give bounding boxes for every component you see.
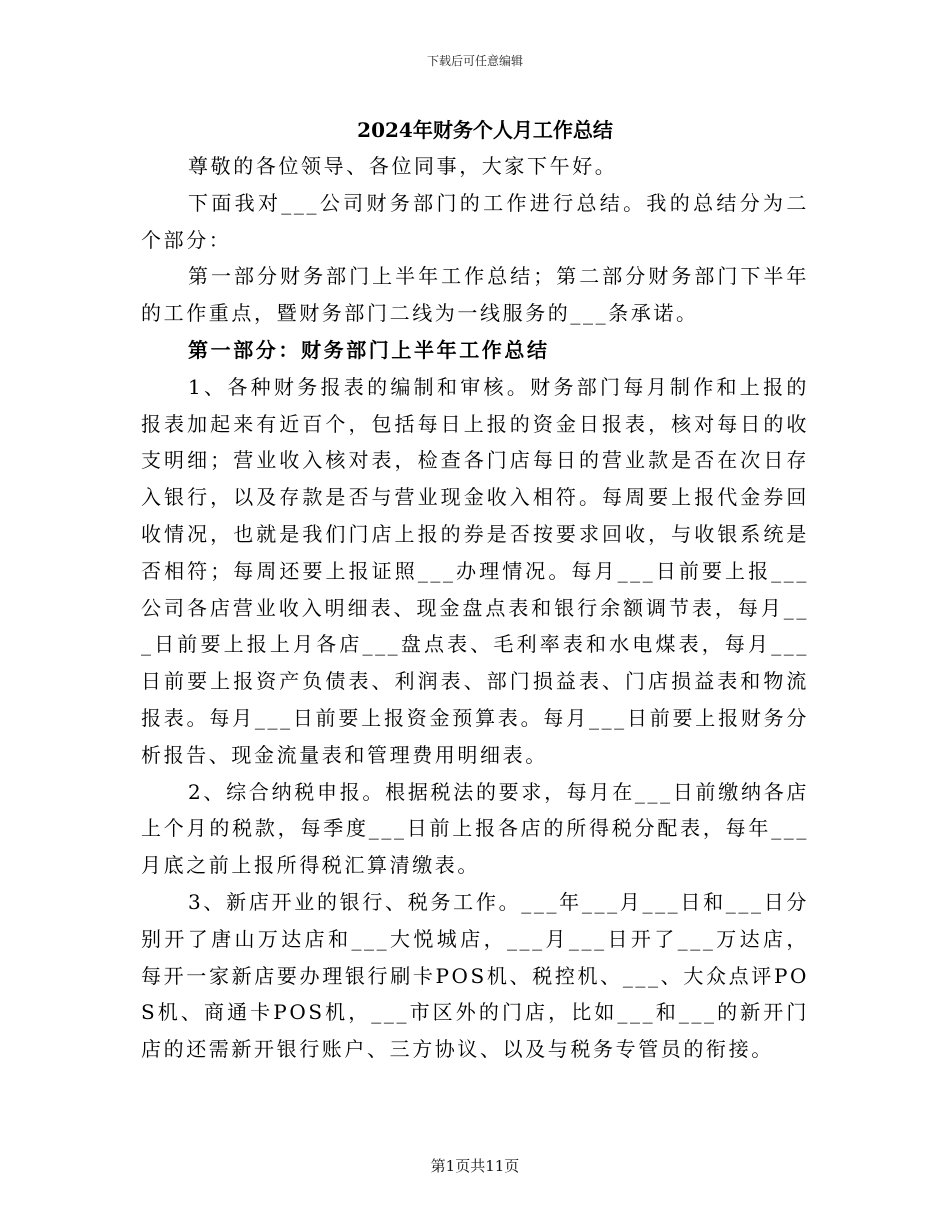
outline-paragraph: 第一部分财务部门上半年工作总结；第二部分财务部门下半年的工作重点，暨财务部门二线为一线服务的___条承诺。 [141, 264, 809, 326]
document-body [141, 112, 809, 1068]
item-3-paragraph: 3、新店开业的银行、税务工作。___年___月___日和___日分别开了唐山万达店和___大悦城店，___月___日开了___万达店，每开一家新店要办理银行刷卡POS机、税控机、___、大众点评POS机、商通卡POS机，___市区外的门店，比如___和___的新开门店的还需新开银行账户、三方协议、以及与税务专管员的衔接。 [141, 889, 809, 1062]
page-footer: 第1页共11页 [430, 1157, 520, 1175]
item-2-paragraph: 2、综合纳税申报。根据税法的要求，每月在___日前缴纳各店上个月的税款，每季度___日前上报各店的所得税分配表，每年___月底之前上报所得税汇算清缴表。 [141, 779, 809, 878]
document-title: 2024年财务个人月工作总结 [357, 118, 613, 142]
page-header: 下载后可任意编辑 [426, 54, 523, 68]
section-heading: 第一部分：财务部门上半年工作总结 [188, 337, 550, 362]
intro-paragraph: 下面我对___公司财务部门的工作进行总结。我的总结分为二个部分： [141, 190, 809, 252]
greeting-paragraph: 尊敬的各位领导、各位同事，大家下午好。 [188, 154, 618, 178]
item-1-paragraph: 1、各种财务报表的编制和审核。财务部门每月制作和上报的报表加起来有近百个，包括每日上报的资金日报表，核对每日的收支明细；营业收入核对表，检查各门店每日的营业款是否在次日存入银行，以及存款是否与营业现金收入相符。每周要上报代金券回收情况，也就是我们门店上报的券是否按要求回收，与收银系统是否相符；每周还要上报证照___办理情况。每月___日前要上报___公司各店营业收入明细表、现金盘点表和银行余额调节表，每月___日前要上报上月各店___盘点表、毛利率表和水电煤表，每月___日前要上报资产负债表、利润表、部门损益表、门店损益表和物流报表。每月___日前要上报资金预算表。每月___日前要上报财务分析报告、现金流量表和管理费用明细表。 [141, 374, 809, 767]
